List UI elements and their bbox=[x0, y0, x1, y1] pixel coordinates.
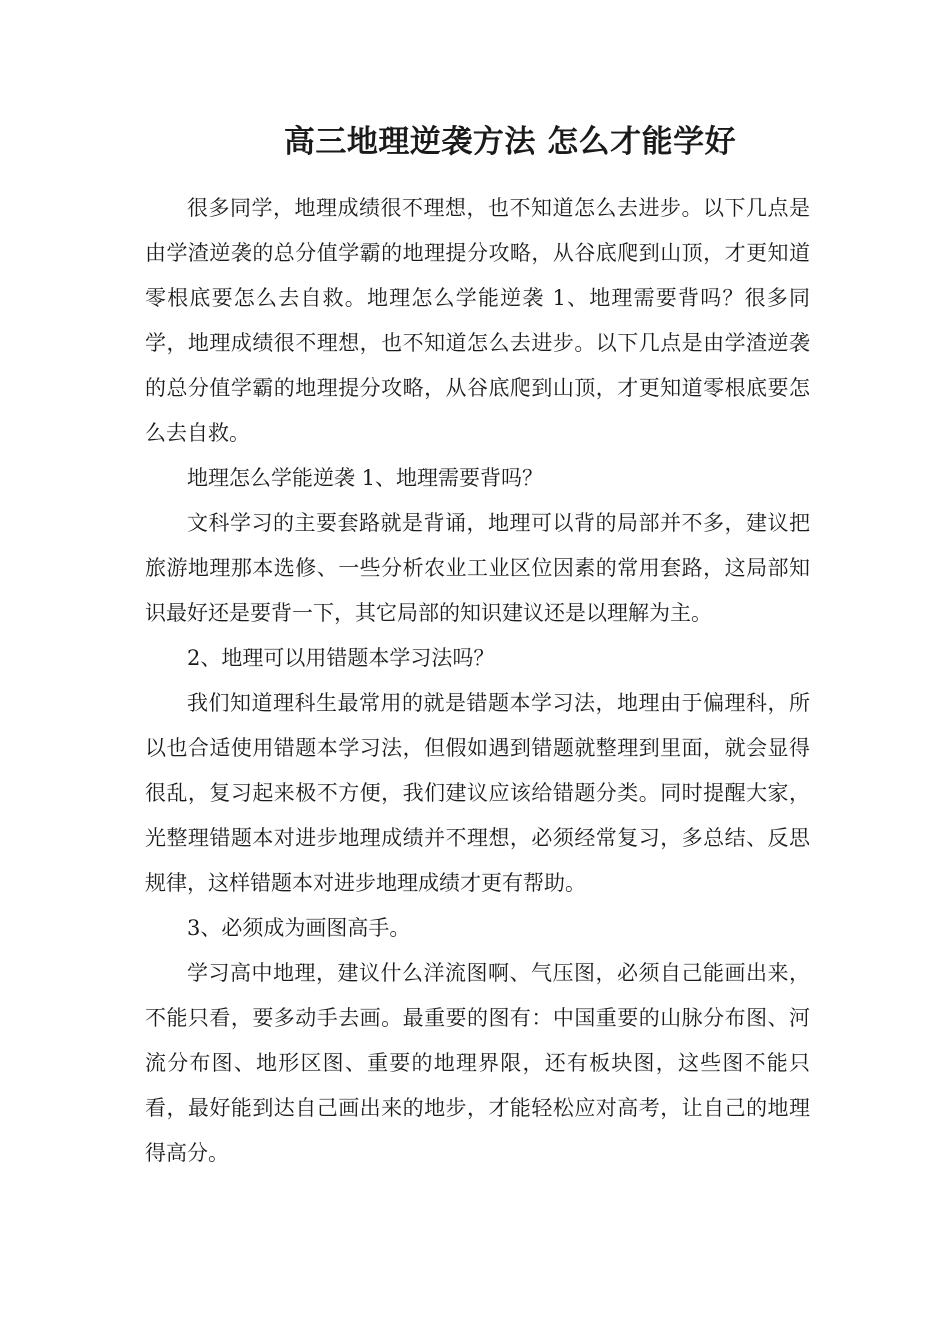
paragraph-heading-1: 地理怎么学能逆袭 1、地理需要背吗？ bbox=[187, 466, 544, 490]
paragraph-heading-3: 3、必须成为画图高手。 bbox=[187, 916, 411, 940]
paragraph-section-3: 学习高中地理，建议什么洋流图啊、气压图，必须自己能画出来，不能只看，要多动手去画。最重要的图有：中国重要的山脉分布图、河流分布图、地形区图、重要的地理界限，还有板块图，这些图不能只看，最好能到达自己画出来的地步，才能轻松应对高考，让自己的地理得高分。 bbox=[145, 961, 810, 1165]
paragraph-section-1: 文科学习的主要套路就是背诵，地理可以背的局部并不多，建议把旅游地理那本选修、一些分析农业工业区位因素的常用套路，这局部知识最好还是要背一下，其它局部的知识建议还是以理解为主。 bbox=[145, 511, 810, 625]
paragraph-heading-2: 2、地理可以用错题本学习法吗？ bbox=[187, 646, 495, 670]
document-title: 高三地理逆袭方法 怎么才能学好 bbox=[283, 124, 737, 160]
paragraph-section-2: 我们知道理科生最常用的就是错题本学习法，地理由于偏理科，所以也合适使用错题本学习法，但假如遇到错题就整理到里面，就会显得很乱，复习起来极不方便，我们建议应该给错题分类。同时提醒大家，光整理错题本对进步地理成绩并不理想，必须经常复习，多总结、反思规律，这样错题本对进步地理成绩才更有帮助。 bbox=[145, 691, 810, 895]
document-body bbox=[145, 186, 810, 1176]
paragraph-intro: 很多同学，地理成绩很不理想，也不知道怎么去进步。以下几点是由学渣逆袭的总分值学霸的地理提分攻略，从谷底爬到山顶，才更知道零根底要怎么去自救。地理怎么学能逆袭 1、地理需要背吗？很多同学，地理成绩很不理想，也不知道怎么去进步。以下几点是由学渣逆袭的总分值学霸的地理提分攻略，从谷底爬到山顶，才更知道零根底要怎么去自救。 bbox=[145, 196, 810, 445]
